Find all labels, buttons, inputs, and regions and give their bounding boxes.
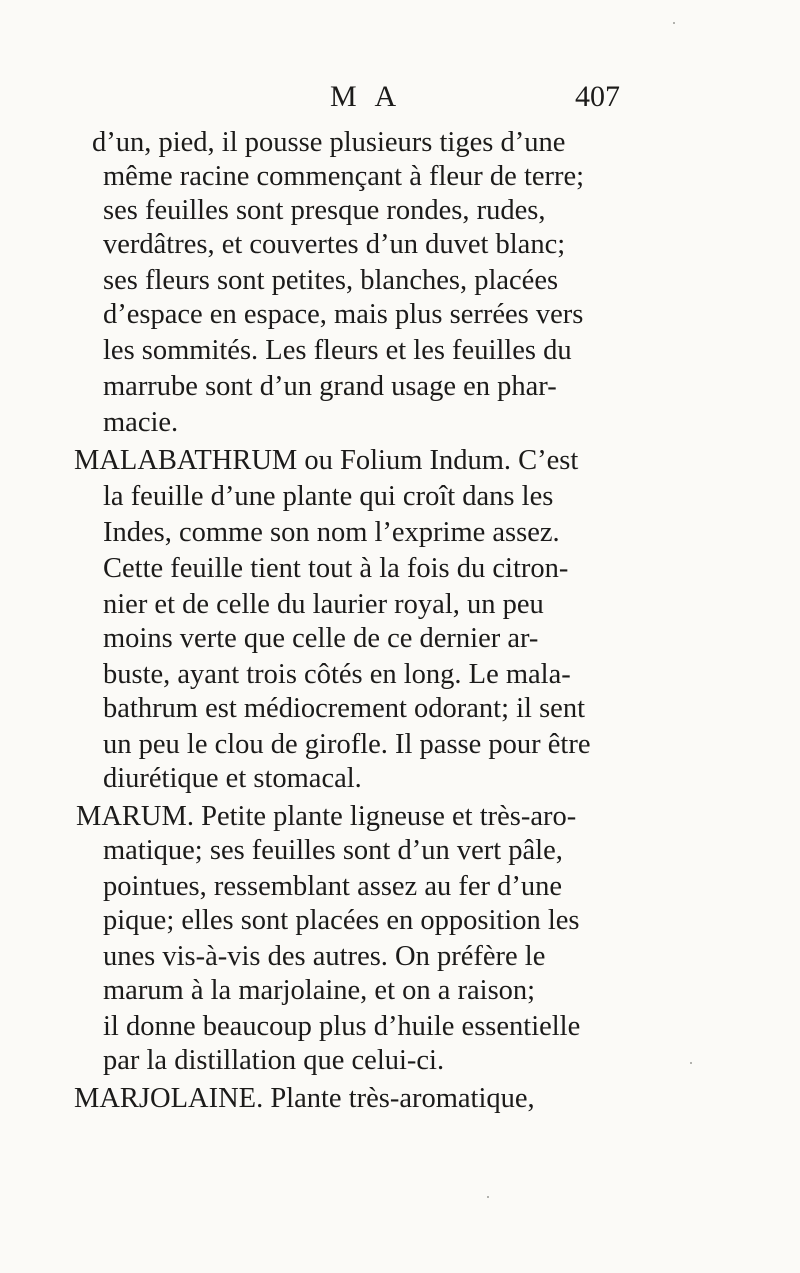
- text-line: buste, ayant trois côtés en long. Le mala-: [103, 659, 571, 690]
- text-line: ses feuilles sont presque rondes, rudes,: [103, 195, 546, 226]
- text-line: Cette feuille tient tout à la fois du citron-: [103, 553, 569, 584]
- paper-speck: [673, 22, 675, 24]
- text-line: marrube sont d’un grand usage en phar-: [103, 371, 557, 402]
- text-line: par la distillation que celui-ci.: [103, 1045, 445, 1076]
- running-header: [330, 80, 620, 120]
- text-line: diurétique et stomacal.: [103, 763, 362, 794]
- text-line: même racine commençant à fleur de terre;: [103, 161, 585, 192]
- text-line: pique; elles sont placées en opposition les: [103, 905, 580, 936]
- entry-marum: MARUM. Petite plante ligneuse et très-aro-: [76, 801, 577, 832]
- text-line: un peu le clou de girofle. Il passe pour être: [103, 729, 591, 760]
- text-line: pointues, ressemblant assez au fer d’une: [103, 871, 563, 902]
- text-line: marum à la marjolaine, et on a raison;: [103, 975, 536, 1006]
- page-number: 407: [575, 80, 620, 113]
- text-line: moins verte que celle de ce dernier ar-: [103, 623, 539, 654]
- text-line: bathrum est médiocrement odorant; il sent: [103, 693, 585, 724]
- paper-speck: [690, 1062, 692, 1064]
- text-line: la feuille d’une plante qui croît dans les: [103, 481, 554, 512]
- paper-speck: [487, 1196, 489, 1198]
- text-line: nier et de celle du laurier royal, un peu: [103, 589, 544, 620]
- text-line: unes vis-à-vis des autres. On préfère le: [103, 941, 546, 972]
- running-head: M A: [330, 80, 403, 113]
- text-line: ses fleurs sont petites, blanches, placées: [103, 265, 559, 296]
- text-line: d’espace en espace, mais plus serrées vers: [103, 299, 584, 330]
- entry-marjolaine: MARJOLAINE. Plante très-aromatique,: [74, 1083, 535, 1114]
- text-line: macie.: [103, 407, 179, 438]
- text-line: les sommités. Les fleurs et les feuilles du: [103, 335, 572, 366]
- text-line: il donne beaucoup plus d’huile essentielle: [103, 1011, 581, 1042]
- text-line: d’un, pied, il pousse plusieurs tiges d’une: [92, 127, 566, 158]
- entry-malabathrum: MALABATHRUM ou Folium Indum. C’est: [74, 445, 579, 476]
- text-line: Indes, comme son nom l’exprime assez.: [103, 517, 560, 548]
- text-line: verdâtres, et couvertes d’un duvet blanc;: [103, 229, 566, 260]
- text-line: matique; ses feuilles sont d’un vert pâle,: [103, 835, 563, 866]
